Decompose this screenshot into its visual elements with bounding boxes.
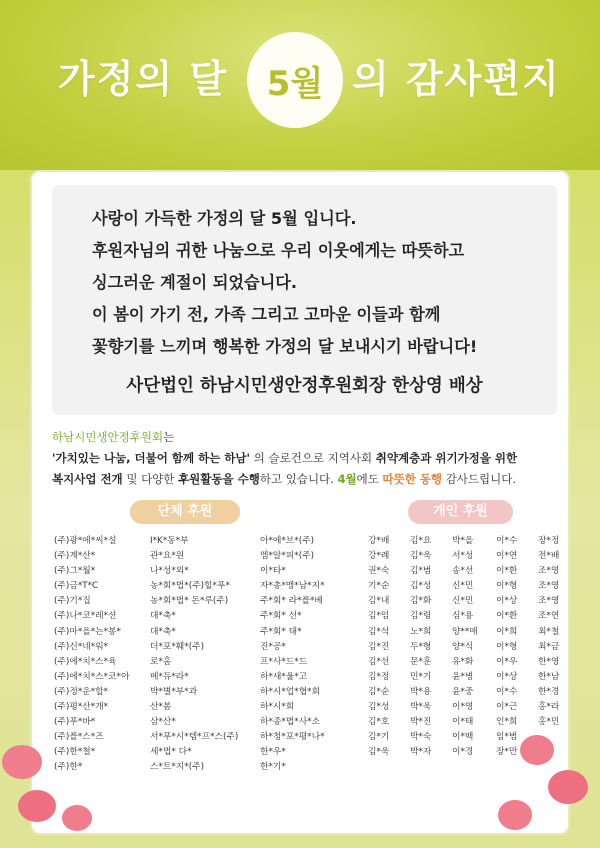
donor-name: (주)정*운*합* bbox=[54, 686, 109, 697]
donor-name: 인*희 bbox=[496, 717, 518, 728]
donor-name: 한*남 bbox=[538, 671, 560, 682]
carnation-icon bbox=[18, 790, 56, 822]
donor-name: 홍*민 bbox=[538, 717, 560, 728]
donor-name: 농*회*법* 돈*루(주) bbox=[150, 596, 229, 607]
donor-name: (주)에*치*스*육 bbox=[54, 656, 117, 667]
donor-name: 대*축* bbox=[150, 626, 176, 637]
donor-name: 김*순 bbox=[368, 686, 390, 697]
donor-name: 진*공* bbox=[260, 641, 286, 652]
donor-name: 삼*산* bbox=[150, 717, 176, 728]
donor-name: 김*선 bbox=[368, 656, 390, 667]
donor-name: (주)금*T*C bbox=[54, 581, 99, 592]
donor-name: 한*기* bbox=[260, 762, 286, 773]
donor-name: 하*새*울*고 bbox=[260, 671, 308, 682]
group-donor-column bbox=[54, 534, 129, 776]
donor-name: (주)한*철* bbox=[54, 747, 96, 758]
donor-name: 이*수 bbox=[496, 686, 518, 697]
donor-name: 농*회*법*(주)힐*푸* bbox=[150, 581, 230, 592]
donor-name: (주)마*을*는*봉* bbox=[54, 626, 121, 637]
individual-donor-column bbox=[496, 534, 517, 760]
donor-name: 김*호 bbox=[368, 717, 390, 728]
message-body bbox=[92, 203, 532, 363]
individual-donor-column bbox=[410, 534, 431, 760]
individual-donor-column bbox=[368, 534, 389, 760]
donor-name: 최*금 bbox=[538, 641, 560, 652]
donor-name: 이*형 bbox=[496, 581, 518, 592]
donor-name: 기*순 bbox=[368, 581, 390, 592]
donor-name: 더*포*훼*(주) bbox=[150, 641, 205, 652]
donor-name: 메*듀*라* bbox=[150, 671, 189, 682]
intro-bold: 후원활동을 수행 bbox=[178, 472, 260, 486]
donor-name: 자*총*맹*남*지* bbox=[260, 581, 325, 592]
donor-name: 김*령 bbox=[410, 611, 432, 622]
donor-name: (주)광*에*씨*설 bbox=[54, 536, 117, 546]
intro-text: 및 다양한 bbox=[122, 472, 179, 486]
donor-name: 신*민 bbox=[452, 596, 474, 607]
group-donor-column bbox=[150, 534, 238, 776]
donor-name: 이*우 bbox=[496, 656, 518, 667]
donor-name: (주)푸*바* bbox=[54, 717, 96, 728]
donor-name: 심*용 bbox=[452, 611, 474, 622]
donor-name: 이*경 bbox=[452, 747, 474, 758]
donor-name: 민*기 bbox=[410, 671, 432, 682]
donor-name: 주*회* 라*플*베 bbox=[260, 596, 323, 607]
individual-donor-column bbox=[538, 534, 559, 730]
donor-name: (주)그*월* bbox=[54, 566, 96, 577]
donor-name: 하*종*법*사*소 bbox=[260, 717, 321, 728]
message-line: 꽃향기를 느끼며 행복한 가정의 달 보내시기 바랍니다! bbox=[92, 337, 478, 356]
donor-name: (주)기*집 bbox=[54, 596, 91, 607]
intro-text: 감사드립니다. bbox=[442, 472, 517, 486]
donor-name: 스*트*지*(주) bbox=[150, 762, 205, 773]
donor-name: (주)플*스*즈 bbox=[54, 732, 104, 743]
donor-name: 이*연 bbox=[496, 551, 518, 562]
message-line: 싱그러운 계절이 되었습니다. bbox=[92, 273, 298, 292]
donor-name: 한*영 bbox=[538, 656, 560, 667]
donor-name: 이*수 bbox=[496, 536, 518, 546]
donor-name: 하*청*포*평*나* bbox=[260, 732, 325, 743]
donor-name: 조*영 bbox=[538, 581, 560, 592]
donor-name: 신*민 bbox=[452, 581, 474, 592]
donor-name: 김*요 bbox=[410, 536, 432, 546]
individual-donation-badge: 개인 후원 bbox=[408, 500, 513, 524]
donor-name: 주*회* 태* bbox=[260, 626, 302, 637]
donor-name: 두*형 bbox=[410, 641, 432, 652]
donor-name: 조*영 bbox=[538, 566, 560, 577]
donor-name: 세*법* 다* bbox=[150, 747, 192, 758]
donor-name: 이*환 bbox=[496, 566, 518, 577]
donor-name: 김*기 bbox=[368, 732, 390, 743]
donor-name: (주)나*코*레*션 bbox=[54, 611, 117, 622]
donor-name: 이*상 bbox=[496, 596, 518, 607]
intro-month: 4월 bbox=[337, 472, 357, 486]
donor-name: 문*훈 bbox=[410, 656, 432, 667]
donor-name: 김*진 bbox=[368, 641, 390, 652]
donor-name: 김*석 bbox=[368, 626, 390, 637]
donor-name: (주)계*산* bbox=[54, 551, 96, 562]
donor-name: 유*화 bbox=[452, 656, 474, 667]
donor-name: 강*례 bbox=[368, 551, 390, 562]
donor-name: (주)평*산*개* bbox=[54, 702, 109, 713]
donor-name: 한*우* bbox=[260, 747, 286, 758]
donor-name: 박*을 bbox=[452, 536, 474, 546]
donor-name: 이*상 bbox=[496, 671, 518, 682]
donor-name: 노*희 bbox=[410, 626, 432, 637]
intro-warm: 따뜻한 동행 bbox=[382, 472, 443, 486]
donor-name: 이*백 bbox=[452, 732, 474, 743]
donor-name: 김*범 bbox=[410, 566, 432, 577]
donor-name: 양**매 bbox=[452, 626, 478, 637]
message-line: 이 봄이 가기 전, 가족 그리고 고마운 이들과 함께 bbox=[92, 305, 441, 324]
donor-name: 대*축* bbox=[150, 611, 176, 622]
donor-name: 산*봄 bbox=[150, 702, 172, 713]
signature: 사단법인 하남시민생안정후원회장 한상영 배상 bbox=[126, 376, 483, 396]
carnation-icon bbox=[548, 770, 588, 804]
donor-name: 장*정 bbox=[538, 536, 560, 546]
donor-name: 박*진 bbox=[410, 717, 432, 728]
title-right: 의 감사편지 bbox=[352, 57, 561, 101]
donor-name: 윤*병 bbox=[452, 671, 474, 682]
donor-name: 한*경 bbox=[538, 686, 560, 697]
carnation-icon bbox=[498, 800, 532, 830]
slogan: '가치있는 나눔, 더불어 함께 하는 하남' bbox=[52, 451, 251, 465]
donor-name: 이*영 bbox=[452, 702, 474, 713]
donor-name: 박*용 bbox=[410, 686, 432, 697]
intro-paragraph bbox=[52, 427, 562, 490]
donor-name: 이*환 bbox=[496, 611, 518, 622]
title-left: 가정의 달 bbox=[58, 57, 229, 101]
donor-name: I*K*동*부 bbox=[150, 536, 189, 546]
message-line: 사랑이 가득한 가정의 달 5월 입니다. bbox=[92, 209, 357, 228]
intro-text: 의 슬로건으로 지역사회 bbox=[250, 451, 376, 465]
donor-name: (주)신*네*워* bbox=[54, 641, 109, 652]
donor-name: 양*식 bbox=[452, 641, 474, 652]
donor-name: 이*형 bbox=[496, 641, 518, 652]
donor-name: 강*배 bbox=[368, 536, 390, 546]
carnation-icon bbox=[62, 805, 92, 831]
donor-name: 하*시*업*협*회 bbox=[260, 686, 321, 697]
donor-name: 서*푸*시*템*프*스(주) bbox=[150, 732, 239, 743]
donor-name: 장*만 bbox=[496, 747, 518, 758]
donor-name: 로*홈 bbox=[150, 656, 172, 667]
donor-name: 박*별*부*과 bbox=[150, 686, 198, 697]
donor-name: 김*욱 bbox=[410, 551, 432, 562]
donor-name: (주)에*치*스*코*아 bbox=[54, 671, 130, 682]
donor-name: 김*성 bbox=[368, 702, 390, 713]
donor-name: 하*시*회 bbox=[260, 702, 295, 713]
carnation-icon bbox=[2, 745, 42, 779]
donor-name: 김*정 bbox=[368, 671, 390, 682]
donor-name: 서*성 bbox=[452, 551, 474, 562]
message-line: 후원자님의 귀한 나눔으로 우리 이웃에게는 따뜻하고 bbox=[92, 241, 465, 260]
donor-name: 이*희 bbox=[496, 626, 518, 637]
donor-name: 김*성 bbox=[410, 581, 432, 592]
intro-text: 에도 bbox=[356, 472, 383, 486]
donor-name: 권*숙 bbox=[368, 566, 390, 577]
org-name: 하남시민생안정후원회 bbox=[52, 430, 164, 444]
intro-bold: 복지사업 전개 bbox=[52, 472, 123, 486]
donor-name: 최*철 bbox=[538, 626, 560, 637]
donor-name: 이*근 bbox=[496, 702, 518, 713]
intro-bold: 취약계층과 위기가정을 위한 bbox=[375, 451, 518, 465]
donor-name: 엠*알*피*(주) bbox=[260, 551, 315, 562]
donor-name: 박*자 bbox=[410, 747, 432, 758]
donor-name: 박*욱 bbox=[410, 702, 432, 713]
donor-name: 프*사*드*드 bbox=[260, 656, 308, 667]
donor-name: 김*욱 bbox=[368, 747, 390, 758]
donor-name: 김*화 bbox=[410, 596, 432, 607]
donor-name: 전*배 bbox=[538, 551, 560, 562]
donor-name: 관*요*원 bbox=[150, 551, 185, 562]
intro-text: 는 bbox=[163, 430, 175, 444]
donor-name: 윤*중 bbox=[452, 686, 474, 697]
donor-name: 송*선 bbox=[452, 566, 474, 577]
donor-name: 조*영 bbox=[538, 596, 560, 607]
donor-name: 조*연 bbox=[538, 611, 560, 622]
donor-name: 김*임 bbox=[368, 611, 390, 622]
group-donor-column bbox=[260, 534, 324, 776]
donor-name: 홍*라 bbox=[538, 702, 560, 713]
intro-text: 하고 있습니다. bbox=[259, 472, 338, 486]
donor-name: 주*회* 선* bbox=[260, 611, 302, 622]
month-text: 5월 bbox=[266, 63, 324, 104]
donor-name: 박*숙 bbox=[410, 732, 432, 743]
donor-name: (주)한* bbox=[54, 762, 83, 773]
donor-name: 아*에*브*(주) bbox=[260, 536, 315, 546]
donor-name: 이*타* bbox=[260, 566, 286, 577]
carnation-icon bbox=[520, 735, 554, 765]
donor-name: 나*성*외* bbox=[150, 566, 189, 577]
donor-name: 김*내 bbox=[368, 596, 390, 607]
donor-name: 이*태 bbox=[452, 717, 474, 728]
individual-donor-column bbox=[452, 534, 478, 760]
group-donation-badge: 단체 후원 bbox=[130, 500, 240, 524]
month-badge bbox=[247, 32, 343, 128]
donor-name: 임*범 bbox=[496, 732, 518, 743]
